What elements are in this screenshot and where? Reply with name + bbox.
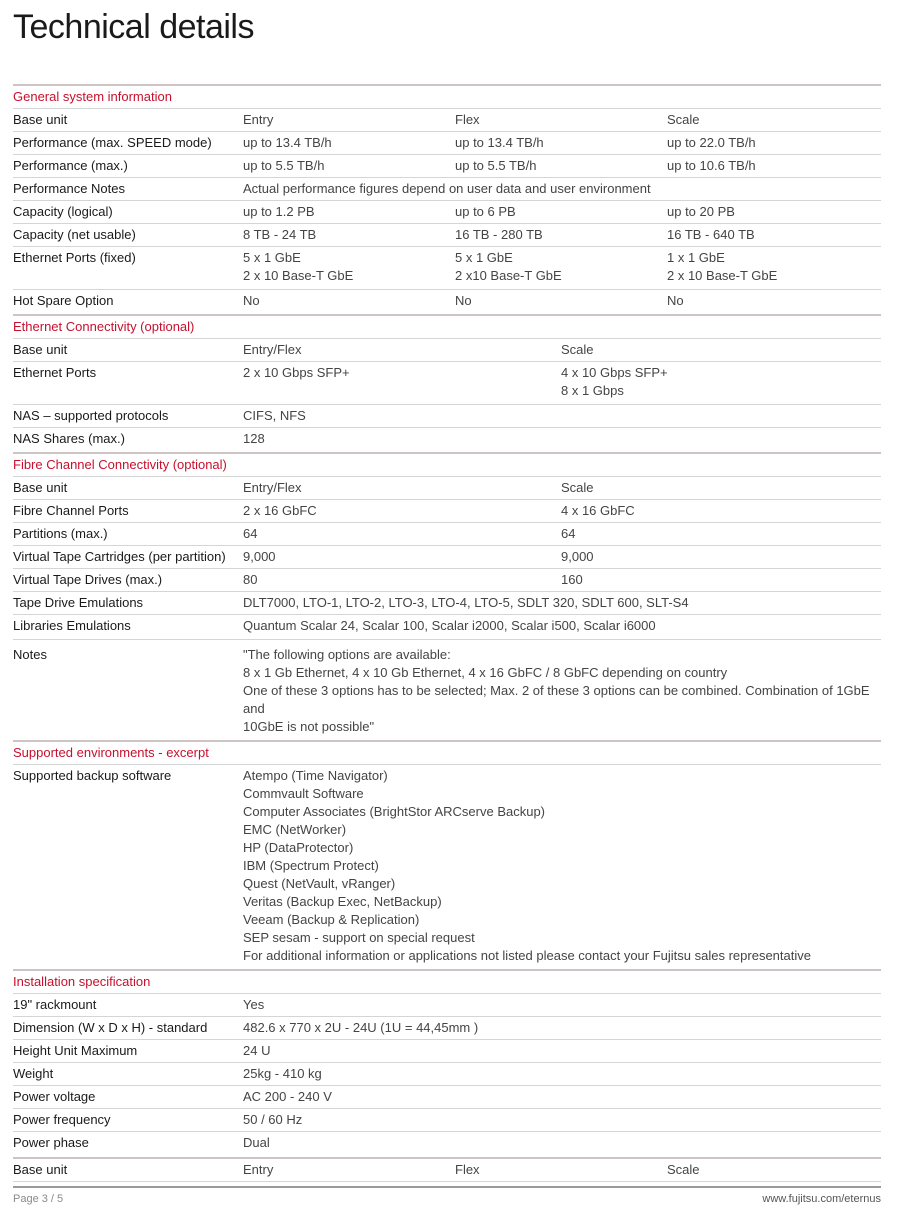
page-number: Page 3 / 5 (13, 1193, 64, 1205)
list-item: EMC (NetWorker) (243, 822, 347, 837)
row-label: Capacity (logical) (13, 204, 113, 219)
row-label: Notes (13, 647, 47, 662)
table-row (13, 1085, 881, 1108)
table-row (13, 499, 881, 522)
row-label: Virtual Tape Drives (max.) (13, 572, 163, 587)
notes-text (243, 646, 881, 736)
table-row (13, 568, 881, 591)
section-heading-environments: Supported environments - excerpt (13, 740, 881, 764)
cell-line: 2 x 10 Base-T GbE (243, 268, 354, 283)
table-row (13, 154, 881, 177)
table-row (13, 289, 881, 314)
cell-entry: Entry (243, 1162, 274, 1177)
cell-entry: Entry (243, 112, 274, 127)
table-row (13, 1062, 881, 1085)
cell-entry: up to 1.2 PB (243, 204, 315, 219)
table-row (13, 614, 881, 639)
cell-entry-flex: Entry/Flex (243, 480, 302, 495)
cell-scale: Scale (667, 1162, 700, 1177)
notes-line: One of these 3 options has to be selected; Max. 2 of these 3 options can be combined. Combination of 1GbE and (243, 683, 870, 716)
row-label: Partitions (max.) (13, 526, 108, 541)
page-title: Technical details (13, 8, 254, 46)
row-label: Ethernet Ports (13, 365, 97, 380)
list-item: Atempo (Time Navigator) (243, 768, 388, 783)
row-label: Power phase (13, 1135, 89, 1150)
cell-line: 4 x 10 Gbps SFP+ (561, 365, 668, 380)
cell-all: 24 U (243, 1043, 271, 1058)
list-item: Commvault Software (243, 786, 364, 801)
cell-scale: Scale (561, 480, 594, 495)
section-heading-general: General system information (13, 84, 881, 108)
cell-all: Dual (243, 1135, 270, 1150)
cell-scale: 9,000 (561, 549, 594, 564)
footer-divider (13, 1186, 881, 1188)
list-item: Computer Associates (BrightStor ARCserve Backup) (243, 804, 546, 819)
notes-line: 10GbE is not possible" (243, 719, 375, 734)
row-label: Base unit (13, 342, 68, 357)
cell-entry (243, 249, 455, 285)
cell-scale: Scale (667, 112, 700, 127)
row-label: Performance Notes (13, 181, 125, 196)
row-label: Ethernet Ports (fixed) (13, 250, 136, 265)
table-row (13, 338, 881, 361)
list-item: SEP sesam - support on special request (243, 930, 475, 945)
row-label: Capacity (net usable) (13, 227, 136, 242)
cell-line: 2 x 10 Base-T GbE (667, 268, 778, 283)
spec-table (13, 84, 881, 1182)
cell-scale: Scale (561, 342, 594, 357)
table-row (13, 476, 881, 499)
cell-scale: 160 (561, 572, 583, 587)
row-label: Fibre Channel Ports (13, 503, 129, 518)
cell-entry-flex: Entry/Flex (243, 342, 302, 357)
cell-scale: 16 TB - 640 TB (667, 227, 755, 242)
cell-all: 128 (243, 431, 265, 446)
cell-entry-flex: 64 (243, 526, 258, 541)
table-row (13, 1157, 881, 1182)
notes-row (13, 639, 881, 740)
row-label: NAS Shares (max.) (13, 431, 125, 446)
cell-entry-flex: 80 (243, 572, 258, 587)
cell-scale: up to 10.6 TB/h (667, 158, 756, 173)
cell-flex: 16 TB - 280 TB (455, 227, 543, 242)
cell-flex: Flex (455, 1162, 480, 1177)
table-row (13, 1039, 881, 1062)
table-row (13, 246, 881, 289)
table-row (13, 108, 881, 131)
cell-entry: No (243, 293, 260, 308)
section-heading-fibre: Fibre Channel Connectivity (optional) (13, 452, 881, 476)
notes-line: 8 x 1 Gb Ethernet, 4 x 10 Gb Ethernet, 4 x 16 GbFC / 8 GbFC depending on country (243, 665, 728, 680)
cell-flex: up to 13.4 TB/h (455, 135, 544, 150)
table-row (13, 177, 881, 200)
row-label: Weight (13, 1066, 54, 1081)
table-row (13, 427, 881, 452)
cell-flex: No (455, 293, 472, 308)
cell-line: 1 x 1 GbE (667, 250, 725, 265)
cell-all: Quantum Scalar 24, Scalar 100, Scalar i2000, Scalar i500, Scalar i6000 (243, 618, 656, 633)
cell-all: 482.6 x 770 x 2U - 24U (1U = 44,45mm ) (243, 1020, 479, 1035)
table-row (13, 1108, 881, 1131)
table-row (13, 545, 881, 568)
cell-scale: up to 22.0 TB/h (667, 135, 756, 150)
cell-scale: No (667, 293, 684, 308)
table-row (13, 361, 881, 404)
row-label: Performance (max. SPEED mode) (13, 135, 212, 150)
cell-entry: up to 5.5 TB/h (243, 158, 325, 173)
cell-scale: up to 20 PB (667, 204, 735, 219)
cell-all: Actual performance figures depend on user data and user environment (243, 181, 651, 196)
row-label: Hot Spare Option (13, 293, 114, 308)
section-heading-installation: Installation specification (13, 969, 881, 993)
cell-scale: 64 (561, 526, 576, 541)
website-link[interactable]: www.fujitsu.com/eternus (762, 1193, 881, 1205)
cell-scale (667, 249, 879, 285)
section-heading-ethernet: Ethernet Connectivity (optional) (13, 314, 881, 338)
row-label: NAS – supported protocols (13, 408, 169, 423)
table-row (13, 1131, 881, 1154)
table-row (13, 404, 881, 427)
row-label: Dimension (W x D x H) - standard (13, 1020, 208, 1035)
table-row (13, 223, 881, 246)
cell-all: DLT7000, LTO-1, LTO-2, LTO-3, LTO-4, LTO-5, SDLT 320, SDLT 600, SLT-S4 (243, 595, 689, 610)
row-label: Libraries Emulations (13, 618, 131, 633)
row-label: Power frequency (13, 1112, 111, 1127)
cell-scale: 4 x 16 GbFC (561, 503, 635, 518)
cell-all: 50 / 60 Hz (243, 1112, 303, 1127)
list-item: IBM (Spectrum Protect) (243, 858, 379, 873)
backup-software-list (243, 767, 881, 965)
row-label: Base unit (13, 1162, 68, 1177)
cell-line: 5 x 1 GbE (243, 250, 301, 265)
row-label: Power voltage (13, 1089, 96, 1104)
cell-entry: up to 13.4 TB/h (243, 135, 332, 150)
row-label: Height Unit Maximum (13, 1043, 138, 1058)
cell-flex: up to 5.5 TB/h (455, 158, 537, 173)
cell-line: 5 x 1 GbE (455, 250, 513, 265)
table-row (13, 1016, 881, 1039)
row-label: Base unit (13, 112, 68, 127)
cell-all: AC 200 - 240 V (243, 1089, 332, 1104)
list-item: Veritas (Backup Exec, NetBackup) (243, 894, 442, 909)
table-row (13, 200, 881, 223)
row-label: Supported backup software (13, 768, 172, 783)
cell-entry-flex: 9,000 (243, 549, 276, 564)
table-row (13, 131, 881, 154)
list-item: For additional information or applications not listed please contact your Fujitsu sales representative (243, 948, 811, 963)
list-item: HP (DataProtector) (243, 840, 354, 855)
cell-line: 2 x10 Base-T GbE (455, 268, 562, 283)
cell-all: Yes (243, 997, 265, 1012)
cell-entry-flex: 2 x 16 GbFC (243, 503, 317, 518)
row-label: Tape Drive Emulations (13, 595, 144, 610)
cell-flex: Flex (455, 112, 480, 127)
notes-line: "The following options are available: (243, 647, 451, 662)
cell-entry-flex: 2 x 10 Gbps SFP+ (243, 365, 350, 380)
cell-entry: 8 TB - 24 TB (243, 227, 317, 242)
list-item: Veeam (Backup & Replication) (243, 912, 420, 927)
cell-scale (561, 364, 881, 400)
table-row (13, 764, 881, 969)
row-label: Base unit (13, 480, 68, 495)
cell-line: 8 x 1 Gbps (561, 383, 624, 398)
cell-all: 25kg - 410 kg (243, 1066, 322, 1081)
row-label: Virtual Tape Cartridges (per partition) (13, 549, 226, 564)
table-row (13, 591, 881, 614)
row-label: Performance (max.) (13, 158, 128, 173)
table-row (13, 993, 881, 1016)
row-label: 19" rackmount (13, 997, 97, 1012)
cell-all: CIFS, NFS (243, 408, 306, 423)
cell-flex: up to 6 PB (455, 204, 516, 219)
list-item: Quest (NetVault, vRanger) (243, 876, 396, 891)
cell-flex (455, 249, 667, 285)
table-row (13, 522, 881, 545)
